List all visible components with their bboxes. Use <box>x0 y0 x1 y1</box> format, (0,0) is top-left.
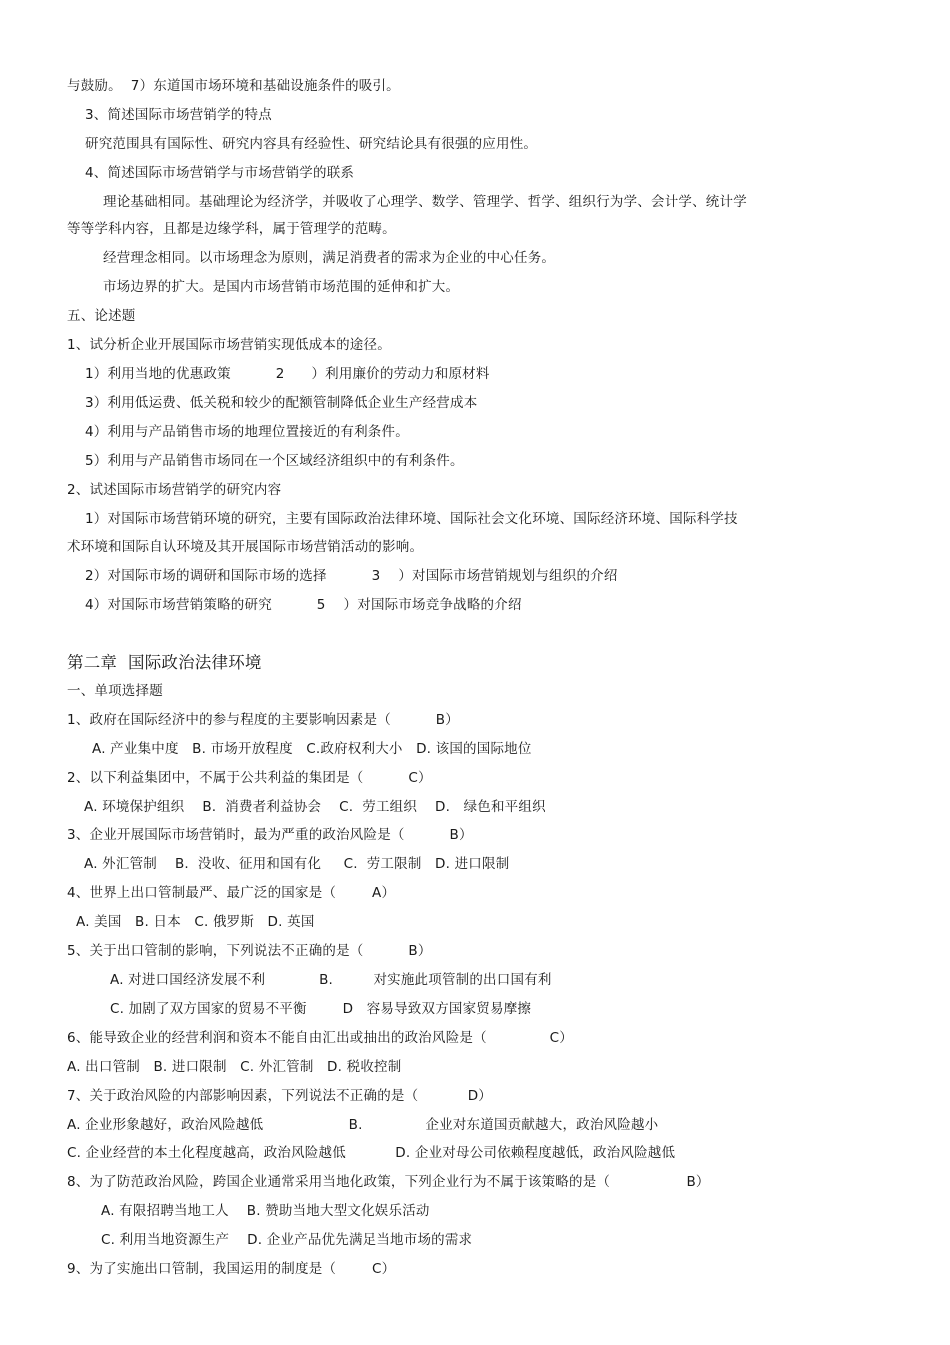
list-item: 1）对国际市场营销环境的研究，主要有国际政治法律环境、国际社会文化环境、国际经济环境、国际科学技 <box>85 511 738 527</box>
answer-options: A. 外汇管制 B. 没收、征用和国有化 C. 劳工限制 D. 进口限制 <box>84 856 510 872</box>
text-line: 等等学科内容，且都是边缘学科，属于管理学的范畴。 <box>67 221 396 237</box>
question: 4、世界上出口管制最严、最广泛的国家是（ A） <box>67 885 396 901</box>
question-heading: 4、简述国际市场营销学与市场营销学的联系 <box>85 165 355 181</box>
text-line: 研究范围具有国际性、研究内容具有经验性、研究结论具有很强的应用性。 <box>85 136 538 152</box>
answer-options: A. 有限招聘当地工人 B. 赞助当地大型文化娱乐活动 <box>101 1203 430 1219</box>
list-item: 5）利用与产品销售市场同在一个区域经济组织中的有利条件。 <box>85 453 464 469</box>
question: 8、为了防范政治风险，跨国企业通常采用当地化政策，下列企业行为不属于该策略的是（ B） <box>67 1174 710 1190</box>
list-item: 1）利用当地的优惠政策 2 ）利用廉价的劳动力和原材料 <box>85 366 490 382</box>
list-item: 2）对国际市场的调研和国际市场的选择 3 ）对国际市场营销规划与组织的介绍 <box>85 568 618 584</box>
section-heading: 一、单项选择题 <box>67 683 163 699</box>
answer-options: A. 企业形象越好，政治风险越低 B. 企业对东道国贡献越大，政治风险越小 <box>67 1117 659 1133</box>
question: 7、关于政治风险的内部影响因素，下列说法不正确的是（ D） <box>67 1088 492 1104</box>
list-item: 3）利用低运费、低关税和较少的配额管制降低企业生产经营成本 <box>85 395 478 411</box>
question: 9、为了实施出口管制，我国运用的制度是（ C） <box>67 1261 396 1277</box>
answer-options: A. 美国 B. 日本 C. 俄罗斯 D. 英国 <box>76 914 315 930</box>
question: 3、企业开展国际市场营销时，最为严重的政治风险是（ B） <box>67 827 473 843</box>
question-heading: 1、试分析企业开展国际市场营销实现低成本的途径。 <box>67 337 391 353</box>
answer-options: C. 加剧了双方国家的贸易不平衡 D 容易导致双方国家贸易摩擦 <box>110 1001 532 1017</box>
text-line: 术环境和国际自认环境及其开展国际市场营销活动的影响。 <box>67 539 424 555</box>
chapter-title: 第二章 国际政治法律环境 <box>67 653 262 672</box>
answer-options: A. 出口管制 B. 进口限制 C. 外汇管制 D. 税收控制 <box>67 1059 402 1075</box>
answer-options: A. 环境保护组织 B. 消费者利益协会 C. 劳工组织 D. 绿色和平组织 <box>84 799 546 815</box>
question: 5、关于出口管制的影响，下列说法不正确的是（ B） <box>67 943 432 959</box>
question: 1、政府在国际经济中的参与程度的主要影响因素是（ B） <box>67 712 459 728</box>
section-heading: 五、论述题 <box>67 308 136 324</box>
list-item: 4）对国际市场营销策略的研究 5 ）对国际市场竞争战略的介绍 <box>85 597 522 613</box>
text-line: 经营理念相同。以市场理念为原则，满足消费者的需求为企业的中心任务。 <box>103 250 556 266</box>
answer-options: A. 对进口国经济发展不利 B. 对实施此项管制的出口国有利 <box>110 972 552 988</box>
list-item: 4）利用与产品销售市场的地理位置接近的有利条件。 <box>85 424 409 440</box>
question-heading: 2、试述国际市场营销学的研究内容 <box>67 482 282 498</box>
answer-options: C. 企业经营的本土化程度越高，政治风险越低 D. 企业对母公司依赖程度越低，政治风险越低 <box>67 1145 676 1161</box>
answer-options: C. 利用当地资源生产 D. 企业产品优先满足当地市场的需求 <box>101 1232 473 1248</box>
question: 6、能导致企业的经营利润和资本不能自由汇出或抽出的政治风险是（ C） <box>67 1030 573 1046</box>
question: 2、以下利益集团中，不属于公共利益的集团是（ C） <box>67 770 432 786</box>
question-heading: 3、简述国际市场营销学的特点 <box>85 107 272 123</box>
text-line: 理论基础相同。基础理论为经济学，并吸收了心理学、数学、管理学、哲学、组织行为学、会计学、统计学 <box>103 194 747 210</box>
text-line: 市场边界的扩大。是国内市场营销市场范围的延伸和扩大。 <box>103 279 460 295</box>
text-line: 与鼓励。 7）东道国市场环境和基础设施条件的吸引。 <box>67 78 400 94</box>
answer-options: A. 产业集中度 B. 市场开放程度 C.政府权利大小 D. 该国的国际地位 <box>92 741 532 757</box>
